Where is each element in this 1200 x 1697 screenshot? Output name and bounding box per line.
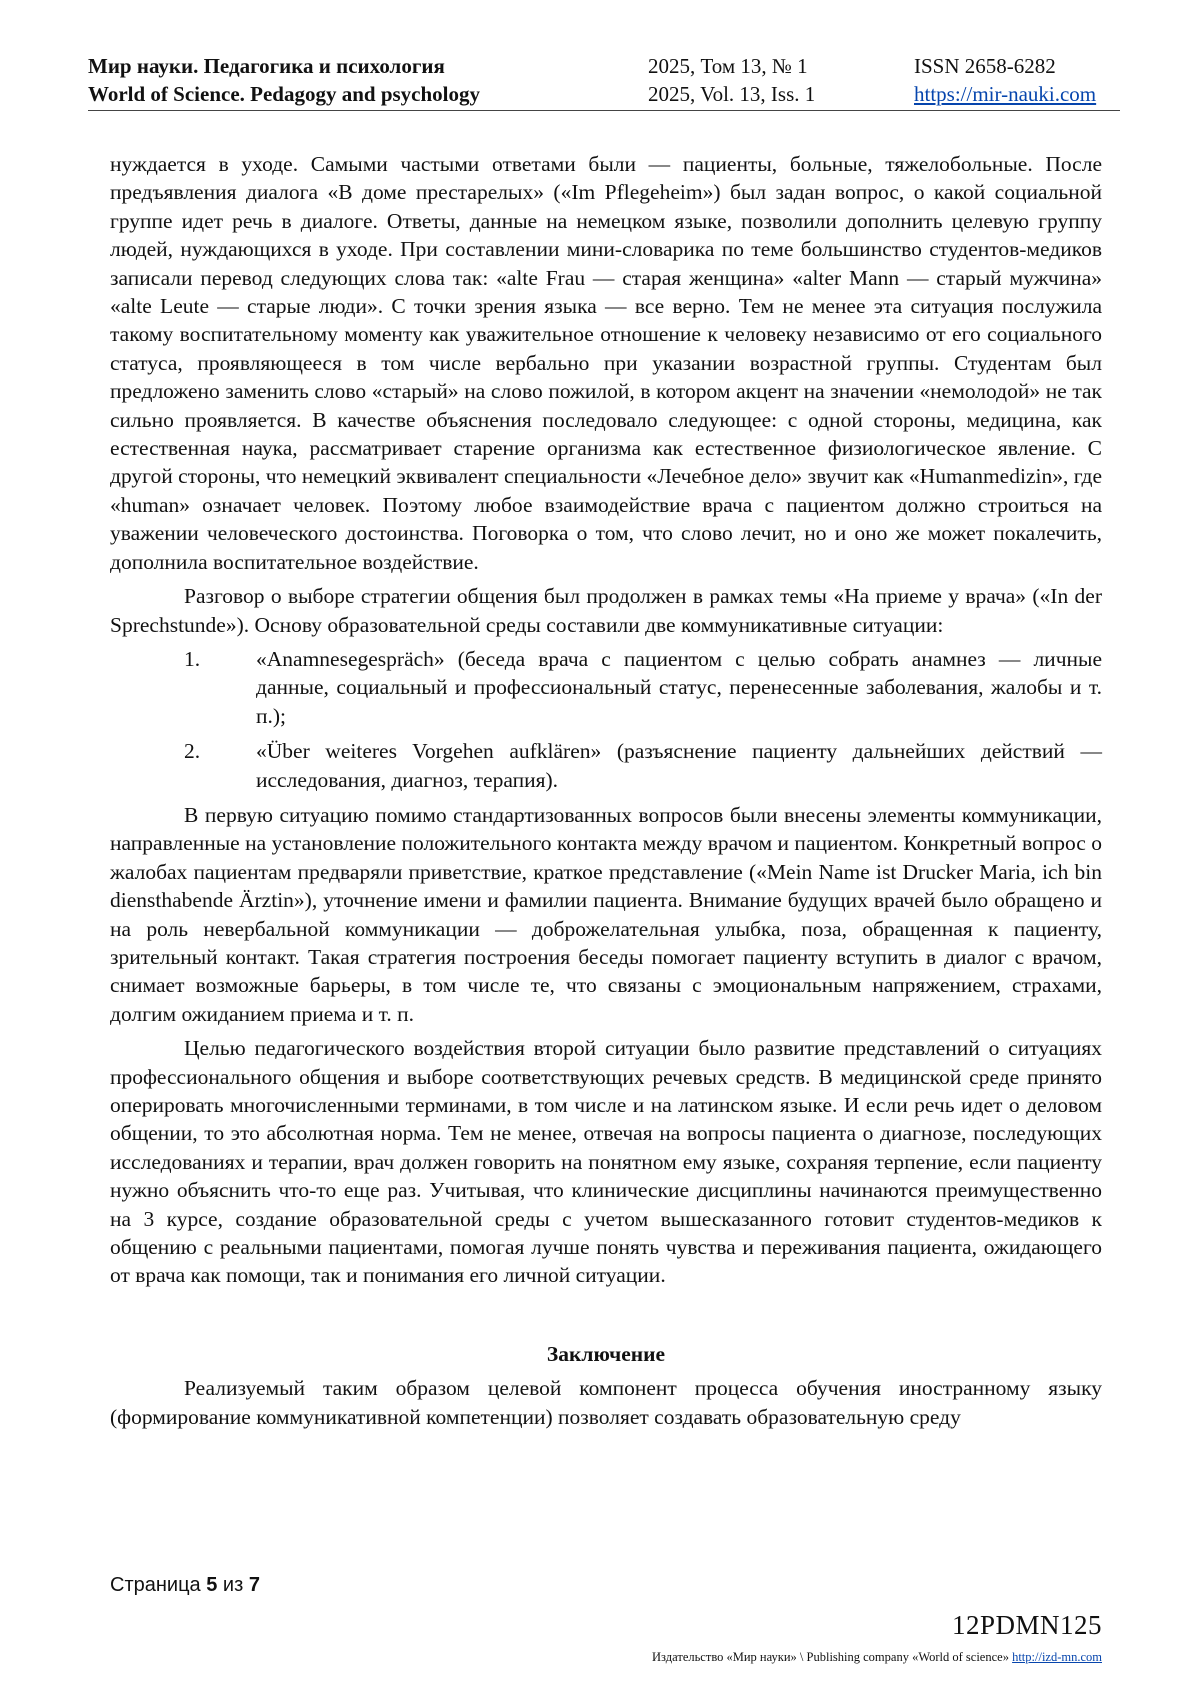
issue-block bbox=[648, 52, 815, 108]
situations-list bbox=[110, 645, 1102, 794]
paragraph-1: нуждается в уходе. Самыми частыми ответами были — пациенты, больные, тяжелобольные. После предъявления диалога «В доме престарелых» («Im Pflegeheim») был задан вопрос, о какой социальной группе идет речь в диалоге. Ответы, данные на немецком языке, позволили дополнить целевую группу людей, нуждающихся в уходе. При составлении мини-словарика по теме большинство студентов-медиков записали перевод следующих слова так: «alte Frau — старая женщина» «alter Mann — старый мужчина» «alte Leute — старые люди». С точки зрения языка — все верно. Тем не менее эта ситуация послужила такому воспитательному моменту как уважительное отношение к человеку независимо от его социального статуса, проявляющееся в том числе вербально при указании возрастной группы. Студентам был предложено заменить слово «старый» на слово пожилой, в котором акцент на значении «немолодой» не так сильно проявляется. В качестве объяснения последовало следующее: с одной стороны, медицина, как естественная наука, рассматривает старение организма как естественное физиологическое явление. С другой стороны, что немецкий эквивалент специальности «Лечебное дело» звучит как «Humanmedizin», где «human» означает человек. Поэтому любое взаимодействие врача с пациентом должно строиться на уважении человеческого достоинства. Поговорка о том, что слово лечит, но и оно же может покалечить, дополнила воспитательное воздействие. bbox=[110, 152, 1102, 574]
list-item-number: 1. bbox=[184, 646, 201, 671]
paragraph-3: В первую ситуацию помимо стандартизованных вопросов были внесены элементы коммуникации, направленные на установление положительного контакта между врачом и пациентом. Конкретный вопрос о жалобах пациентам предваряли приветствие, краткое представление («Mein Name ist Drucker Maria, ich bin diensthabende Ärztin»), уточнение имени и фамилии пациента. Внимание будущих врачей было обращено и на роль невербальной коммуникации — доброжелательная улыбка, поза, обращенная к пациенту, зрительный контакт. Такая стратегия построения беседы помогает пациенту вступить в диалог с врачом, снимает возможные барьеры, в том числе те, что связаны с эмоциональным напряжением, страхами, долгим ожиданием приема и т. п. bbox=[110, 802, 1102, 1026]
issn: ISSN 2658-6282 bbox=[914, 54, 1056, 78]
issue-en: 2025, Vol. 13, Iss. 1 bbox=[648, 82, 816, 106]
page-of: из bbox=[222, 1574, 244, 1596]
list-item-text: «Über weiteres Vorgehen aufklären» (разъяснение пациенту дальнейших действий — исследования, диагноз, терапия). bbox=[256, 739, 1102, 792]
page-header bbox=[88, 52, 1120, 111]
page-number bbox=[110, 1574, 260, 1597]
journal-title-en: World of Science. Pedagogy and psychology bbox=[88, 82, 481, 106]
journal-url-link[interactable]: https://mir-nauki.com bbox=[914, 82, 1097, 106]
issn-block bbox=[914, 52, 1096, 108]
list-item bbox=[110, 645, 1102, 730]
paragraph-4: Целью педагогического воздействия второй ситуации было развитие представлений о ситуациях профессионального общения и выборе соответствующих речевых средств. В медицинской среде принято оперировать многочисленными терминами, в том числе и на латинском языке. И если речь идет о деловом общении, то это абсолютная норма. Тем не менее, отвечая на вопросы пациента о диагнозе, последующих исследованиях и терапии, врач должен говорить на понятном ему языке, сохраняя терпение, если пациенту нужно объяснить что-то еще раз. Учитывая, что клинические дисциплины начинаются преимущественно на 3 курсе, создание образовательной среды с учетом вышесказанного готовит студентов-медиков к общению с реальными пациентами, помогая лучше понять чувства и переживания пациента, ожидающего от врача как помощи, так и понимания его личной ситуации. bbox=[110, 1036, 1102, 1288]
publisher-text: Издательство «Мир науки» \ Publishing company «World of science» bbox=[652, 1650, 1009, 1664]
list-item bbox=[110, 737, 1102, 794]
issue-ru: 2025, Том 13, № 1 bbox=[648, 54, 808, 78]
section-title-conclusion: Заключение bbox=[546, 1341, 666, 1366]
journal-title-ru: Мир науки. Педагогика и психология bbox=[88, 54, 445, 78]
publisher-line bbox=[652, 1650, 1102, 1665]
journal-title-block bbox=[88, 52, 480, 108]
page-label: Страница bbox=[110, 1574, 201, 1596]
paragraph-5: Реализуемый таким образом целевой компонент процесса обучения иностранному языку (формирование коммуникативной компетенции) позволяет создавать образовательную среду bbox=[110, 1376, 1102, 1429]
paragraph-2: Разговор о выборе стратегии общения был продолжен в рамках темы «На приеме у врача» («In der Sprechstunde»). Основу образовательной среды составили две коммуникативные ситуации: bbox=[110, 584, 1102, 637]
page-current: 5 bbox=[206, 1574, 218, 1596]
list-item-number: 2. bbox=[184, 739, 201, 764]
publisher-link[interactable]: http://izd-mn.com bbox=[1012, 1650, 1102, 1664]
list-item-text: «Anamnesegespräch» (беседа врача с пациентом с целью собрать анамнез — личные данные, социальный и профессиональный статус, перенесенные заболевания, жалобы и т. п.); bbox=[256, 646, 1102, 728]
page-total: 7 bbox=[248, 1574, 260, 1596]
article-code: 12PDMN125 bbox=[951, 1610, 1102, 1640]
article-body bbox=[110, 150, 1102, 1431]
